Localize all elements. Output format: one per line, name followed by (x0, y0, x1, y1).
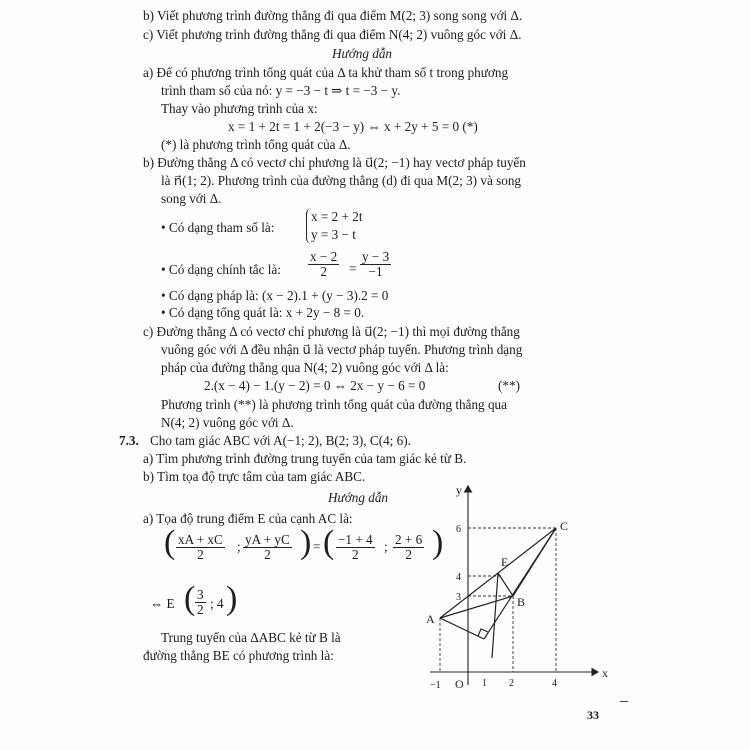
sol-c-line-4: Phương trình (**) là phương trình tổng quát của đường thẳng qua (161, 397, 507, 412)
eq-tag: (**) (498, 378, 520, 393)
midpoint-intro: a) Tọa độ trung điểm E của cạnh AC là: (143, 511, 353, 526)
param-eq-y: y = 3 − t (311, 227, 356, 242)
midpoint-right-paren: ) (300, 524, 312, 561)
point-b-label: B (517, 595, 526, 609)
sol-a-line-1: a) Để có phương trình tổng quát của Δ ta khử tham số t trong phương (143, 65, 509, 80)
midpoint-frac-x: $\frac{xA + xC}{2}$ (178, 532, 223, 562)
param-eq-x: x = 2 + 2t (311, 209, 363, 224)
midpoint-left-paren-2: ( (323, 524, 335, 561)
triangle-figure (420, 478, 620, 693)
param-form-label: • Có dạng tham số là: (161, 220, 275, 235)
midpoint-value-y: $\frac{2 + 6}{2}$ (395, 532, 423, 562)
median-line-1: Trung tuyến của ΔABC kẻ từ B là (161, 630, 341, 645)
median-line-2: đường thẳng BE có phương trình là: (143, 648, 334, 663)
point-e-right-paren: ) (226, 580, 238, 617)
point-e-y: ; 4 (210, 596, 224, 611)
point-a-label: A (426, 612, 435, 626)
guide-heading-2: Hướng dẫn (328, 490, 389, 505)
y-tick-3: 3 (456, 592, 461, 603)
sol-a-equation: x = 1 + 2t = 1 + 2(−3 − y) ⇔ x + 2y + 5 = 0 (*) (228, 119, 478, 134)
canonical-equals: = (349, 261, 357, 276)
exercise-c: c) Viết phương trình đường thẳng đi qua điểm N(4; 2) vuông góc với Δ. (143, 27, 522, 42)
altitude-from-a (440, 618, 484, 639)
sol-c-equation: 2.(x − 4) − 1.(y − 2) = 0 ⇔ 2x − y − 6 = 0 (204, 378, 426, 393)
problem-part-a: a) Tìm phương trình đường trung tuyến của tam giác kẻ từ B. (143, 451, 467, 466)
figure-labels (426, 483, 608, 691)
sol-c-line-3: pháp của đường thẳng qua N(4; 2) vuông góc với Δ là: (161, 360, 449, 375)
x-tick-2: 2 (509, 678, 514, 689)
point-e-prefix: ⇔ E (150, 596, 175, 611)
page-mark (620, 701, 628, 702)
median-be (498, 573, 513, 596)
y-axis-label: y (456, 483, 462, 497)
guide-heading-1: Hướng dẫn (332, 46, 393, 61)
midpoint-frac-y: $\frac{yA + yC}{2}$ (245, 532, 290, 562)
sol-b-line-1: b) Đường thẳng Δ có vectơ chỉ phương là u⃗(2; −1) hay vectơ pháp tuyến (143, 155, 526, 170)
general-form: • Có dạng tổng quát là: x + 2y − 8 = 0. (161, 305, 365, 320)
midpoint-semicolon: ; (237, 539, 241, 554)
sol-a-line-2: trình tham số của nó: y = −3 − t ⇒ t = −3 − y. (161, 83, 401, 98)
midpoint-semicolon-2: ; (384, 539, 388, 554)
sol-c-line-1: c) Đường thẳng Δ có vectơ chỉ phương là u⃗(2; −1) thì mọi đường thẳng (143, 324, 520, 339)
y-tick-6: 6 (456, 524, 461, 535)
point-c-label: C (560, 519, 569, 533)
problem-statement: Cho tam giác ABC với A(−1; 2), B(2; 3), C(4; 6). (150, 433, 411, 448)
sol-c-line-5: N(4; 2) vuông góc với Δ. (161, 415, 294, 430)
canonical-form-label: • Có dạng chính tắc là: (161, 262, 281, 277)
altitude-from-b (492, 573, 498, 658)
midpoint-value-x: $\frac{-1 + 4}{2}$ (338, 532, 373, 562)
origin-label: O (455, 677, 464, 691)
sol-b-line-3: song với Δ. (161, 191, 222, 206)
problem-number: 7.3. (119, 433, 139, 448)
x-tick-4: 4 (552, 678, 557, 689)
page-number: 33 (587, 708, 599, 722)
sol-a-line-4: (*) là phương trình tổng quát của Δ. (161, 137, 351, 152)
side-ab (440, 596, 513, 618)
param-system (306, 208, 363, 244)
point-e-label: E (501, 555, 509, 569)
canonical-frac-y: $\frac{y - 3}{-1}$ (362, 249, 390, 279)
normal-form: • Có dạng pháp là: (x − 2).1 + (y − 3).2 = 0 (161, 288, 389, 303)
sol-a-line-3: Thay vào phương trình của x: (161, 101, 318, 116)
midpoint-left-paren: ( (164, 524, 176, 561)
point-e-frac: $\frac{3}{2}$ (197, 587, 204, 617)
midpoint-equals: = (313, 539, 321, 554)
sol-c-line-2: vuông góc với Δ đều nhận u⃗ là vectơ pháp tuyến. Phương trình dạng (161, 342, 523, 357)
midpoint-right-paren-2: ) (432, 524, 444, 561)
sol-b-line-2: là n⃗(1; 2). Phương trình của đường thẳng (d) đi qua M(2; 3) và song (161, 173, 522, 188)
canonical-frac-x: $\frac{x - 2}{2}$ (310, 249, 338, 279)
problem-part-b: b) Tìm tọa độ trực tâm của tam giác ABC. (143, 469, 366, 484)
x-axis-label: x (602, 666, 608, 680)
x-tick-neg1: −1 (430, 680, 441, 691)
y-tick-4: 4 (456, 572, 461, 583)
x-tick-1: 1 (482, 678, 487, 689)
point-e-left-paren: ( (184, 580, 196, 617)
exercise-b: b) Viết phương trình đường thẳng đi qua điểm M(2; 3) song song với Δ. (143, 8, 523, 23)
